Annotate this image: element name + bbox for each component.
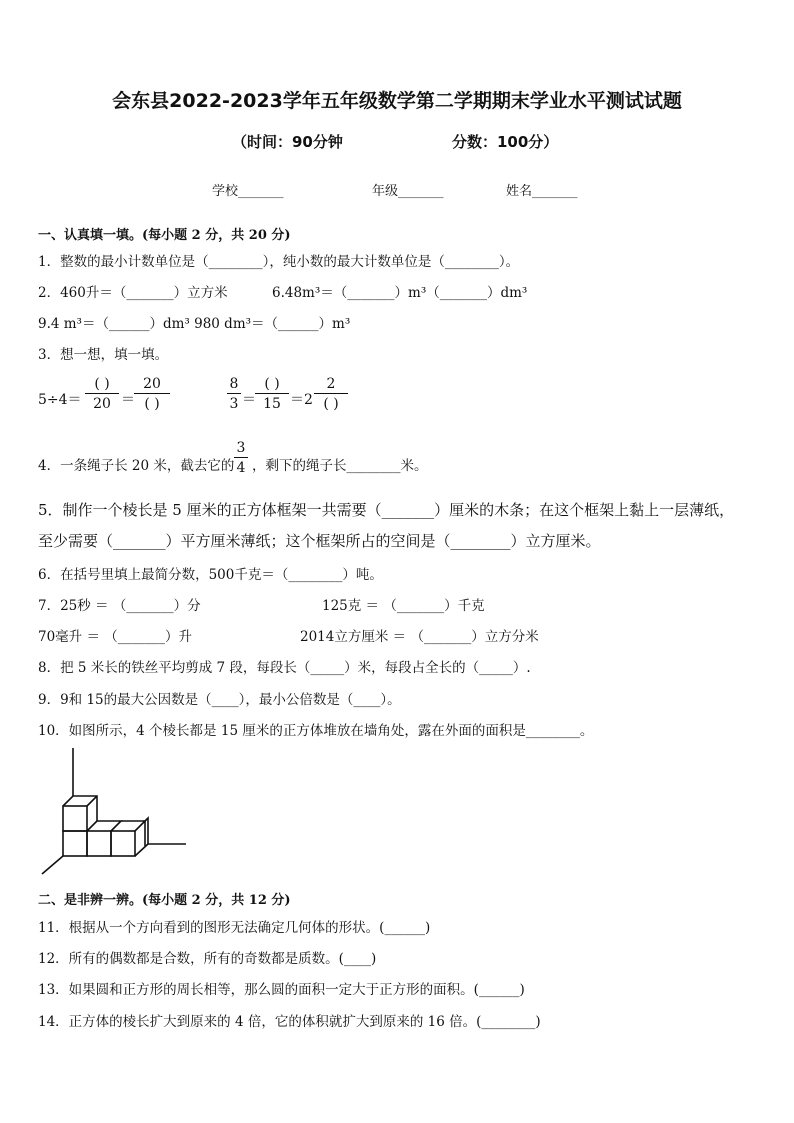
section2-heading: 二、是非辨一辨。(每小题 2 分，共 12 分) bbox=[38, 893, 291, 908]
cube-bottom-3-top bbox=[121, 821, 145, 831]
fraction-denominator: 15 bbox=[263, 396, 281, 412]
cube-bottom-3 bbox=[111, 831, 135, 856]
question-4-fraction bbox=[234, 441, 248, 475]
cube-bottom-2-top bbox=[97, 821, 121, 831]
q3-eq2-equals-two: ＝2 bbox=[290, 392, 313, 408]
q3-eq1-fraction-1 bbox=[85, 377, 119, 411]
q3-eq2-fraction-1 bbox=[227, 377, 241, 411]
fraction-numerator: 8 bbox=[229, 376, 239, 392]
grade-field: 年级_______ bbox=[372, 184, 444, 199]
cube-top-front bbox=[63, 806, 87, 831]
question-2b: 6.48m³＝（_______）m³（_______）dm³ bbox=[272, 285, 528, 301]
fraction-denominator: ( ) bbox=[144, 396, 160, 412]
exam-score: 分数：100分） bbox=[452, 133, 559, 151]
fraction-denominator: ( ) bbox=[323, 396, 339, 412]
fraction-numerator: ( ) bbox=[94, 376, 110, 392]
fraction-denominator: 3 bbox=[229, 396, 239, 412]
question-5-line-1: 5．制作一个棱长是 5 厘米的正方体框架一共需要（_______）厘米的木条；在这个框架上黏上一层薄纸， bbox=[38, 501, 735, 519]
q3-eq1-fraction-2 bbox=[134, 377, 170, 411]
question-9: 9．9和 15的最大公因数是（____），最小公倍数是（____）。 bbox=[38, 692, 401, 708]
fraction-denominator: 20 bbox=[93, 396, 111, 412]
question-4-start: 4．一条绳子长 20 米，截去它的 bbox=[38, 458, 235, 474]
fraction-denominator: 4 bbox=[236, 460, 246, 476]
fraction-numerator: ( ) bbox=[264, 376, 280, 392]
cube-top-edge bbox=[87, 796, 97, 806]
wall-edge-diagonal bbox=[42, 856, 63, 874]
question-10: 10．如图所示，4 个棱长都是 15 厘米的正方体堆放在墙角处，露在外面的面积是________。 bbox=[38, 723, 594, 739]
name-field: 姓名_______ bbox=[506, 184, 578, 199]
question-7d: 2014立方厘米 ＝ （_______）立方分米 bbox=[300, 629, 539, 645]
fraction-numerator: 20 bbox=[143, 376, 161, 392]
question-7b: 125克 ＝ （_______）千克 bbox=[322, 598, 485, 614]
cube-bottom-1 bbox=[63, 831, 87, 856]
section1-heading: 一、认真填一填。(每小题 2 分，共 20 分) bbox=[38, 228, 291, 243]
fraction-numerator: 3 bbox=[236, 440, 246, 456]
question-4-end: ，剩下的绳子长________米。 bbox=[252, 458, 428, 474]
q3-eq1-lead: 5÷4＝ bbox=[38, 392, 82, 408]
question-1: 1．整数的最小计数单位是（________），纯小数的最大计数单位是（________）。 bbox=[38, 254, 520, 270]
question-6: 6．在括号里填上最简分数，500千克＝（________）吨。 bbox=[38, 567, 383, 583]
q3-eq1-equals: ＝ bbox=[121, 392, 135, 408]
fraction-numerator: 2 bbox=[326, 376, 336, 392]
question-3: 3．想一想，填一填。 bbox=[38, 347, 169, 363]
question-8: 8．把 5 米长的铁丝平均剪成 7 段，每段长（_____）米，每段占全长的（_____）. bbox=[38, 660, 531, 676]
question-7a: 7．25秒 ＝ （_______）分 bbox=[38, 598, 201, 614]
school-field: 学校_______ bbox=[212, 184, 284, 199]
question-2c: 9.4 m³＝（______）dm³ 980 dm³＝（______）m³ bbox=[38, 316, 351, 332]
question-7c: 70毫升 ＝ （_______）升 bbox=[38, 629, 193, 645]
question-11: 11．根据从一个方向看到的图形无法确定几何体的形状。(______) bbox=[38, 920, 431, 936]
corner-cubes-figure bbox=[38, 748, 190, 880]
question-2a: 2．460升＝（_______）立方米 bbox=[38, 285, 228, 301]
cube-bottom-2 bbox=[87, 831, 111, 856]
q3-eq2-fraction-3 bbox=[314, 377, 348, 411]
exam-time: （时间：90分钟 bbox=[232, 133, 343, 151]
question-5-line-2: 至少需要（_______）平方厘米薄纸；这个框架所占的空间是（________）立方厘米。 bbox=[38, 532, 601, 550]
q3-eq2-fraction-2 bbox=[255, 377, 289, 411]
q3-eq2-equals: ＝ bbox=[242, 392, 256, 408]
question-12: 12．所有的偶数都是合数，所有的奇数都是质数。(____) bbox=[38, 951, 377, 967]
question-13: 13．如果圆和正方形的周长相等，那么圆的面积一定大于正方形的面积。(______) bbox=[38, 982, 525, 998]
question-14: 14．正方体的棱长扩大到原来的 4 倍，它的体积就扩大到原来的 16 倍。(________) bbox=[38, 1014, 541, 1030]
exam-title: 会东县2022-2023学年五年级数学第二学期期末学业水平测试试题 bbox=[112, 90, 682, 112]
